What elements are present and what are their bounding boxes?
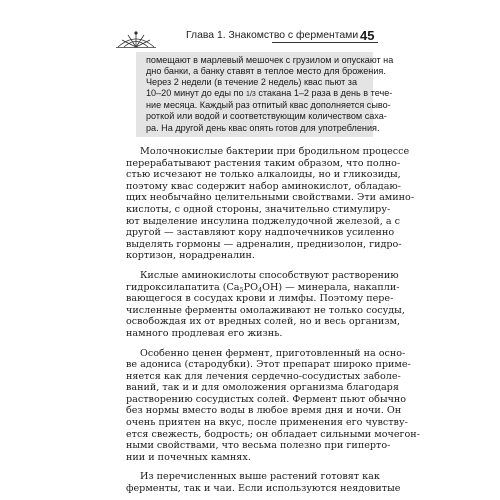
box-line-with-fraction	[146, 88, 393, 100]
chapter-title: Глава 1. Знакомство с ферментами	[186, 30, 359, 41]
box-line: ра. На другой день квас опять готов для употребления.	[146, 122, 380, 133]
text-line: Кислые аминокислоты способствуют растворению	[140, 269, 399, 281]
page-number: 45	[360, 28, 375, 43]
text-line: кислоты, с одной стороны, значительно стимулиру-	[126, 203, 391, 215]
text-line: ферменты, так и чаи. Если используются неядовитые	[126, 483, 401, 495]
text-line: стью исчезают не только алкалоиды, но и гликозиды,	[126, 169, 401, 181]
box-line: роткой или водой и соответствующим количеством саха-	[146, 111, 387, 122]
paragraph	[126, 146, 415, 262]
text-line-formula	[126, 281, 400, 294]
box-line: ние месяца. Каждый раз отпитый квас дополняется сыво-	[146, 100, 391, 111]
text-line: ными свойствами, что весьма полезно при гиперто-	[126, 440, 391, 452]
text-line: выделять гормоны — адреналин, преднизолон, гидро-	[126, 238, 402, 250]
text-line: кортизон, норадреналин.	[126, 250, 255, 262]
recipe-box	[136, 52, 394, 137]
text-line: ваний, так и и для омоложения организма благодаря	[126, 382, 399, 394]
text-line: численные ферменты омолаживают не только сосуды,	[126, 304, 405, 316]
paragraph	[126, 269, 405, 340]
text-line: ве адониса (стародубки). Этот препарат широко приме-	[126, 359, 411, 371]
text-line: перерабатывают растения таким образом, что полно-	[126, 157, 401, 169]
formula-part: гидроксилапатита (Ca	[126, 281, 240, 293]
text-line: Из перечисленных выше растений готовят как	[140, 471, 380, 483]
text-line: вающегося в сосудах крови и лимфы. Поэтому пере-	[126, 293, 394, 305]
text-line: очень приятен на вкус, после применения его чувству-	[126, 417, 408, 429]
formula-part: OH) — минерала, накапли-	[262, 281, 400, 293]
text-line: поэтому квас содержит набор аминокислот, обладаю-	[126, 180, 402, 192]
box-line: Через 2 недели (в течение 2 недель) квас пьют за	[146, 77, 358, 88]
paragraph	[126, 347, 420, 464]
subscript: 4	[258, 285, 263, 294]
text-line: намного продлевая его жизнь.	[126, 327, 283, 339]
text-line: Особенно ценен фермент, приготовленный на осно-	[140, 347, 406, 359]
formula-part: PO	[243, 281, 258, 293]
body-text	[126, 146, 420, 495]
box-line: помещают в марлевый мешочек с грузилом и опускают на	[146, 55, 394, 65]
box-line: дно банки, а банку ставят в теплое место для брожения.	[146, 66, 386, 77]
text-line: щих необычайно целительными свойствами. Эти амино-	[126, 192, 415, 204]
fraction: 1/3	[246, 91, 256, 99]
text-line: няется как для лечения сердечно-сосудистых заболе-	[126, 370, 401, 382]
text-line: ется свежесть, бодрость; он обладает сильными мочегон-	[126, 428, 420, 440]
text-line: без нормы вместо воды в любое время дня и ночи. Он	[126, 405, 402, 417]
text-line: ют выделение инсулина поджелудочной железой, а с	[126, 215, 400, 227]
text-line: другой — заставляют кору надпочечников усиленно	[126, 227, 395, 239]
text-line: нии и почечных камнях.	[126, 451, 251, 463]
box-line-part: 10–20 минут до еды по	[146, 88, 244, 99]
box-line-part: стакана 1–2 раза в день в тече-	[258, 88, 393, 99]
text-line: растворению сосудистых солей. Фермент пьют обычно	[126, 393, 407, 405]
subscript: 5	[239, 285, 244, 294]
paragraph	[126, 471, 401, 495]
text-line: Молочнокислые бактерии при бродильном процессе	[140, 146, 410, 157]
text-line: освобождая их от вредных солей, но и весь организм,	[126, 316, 401, 328]
